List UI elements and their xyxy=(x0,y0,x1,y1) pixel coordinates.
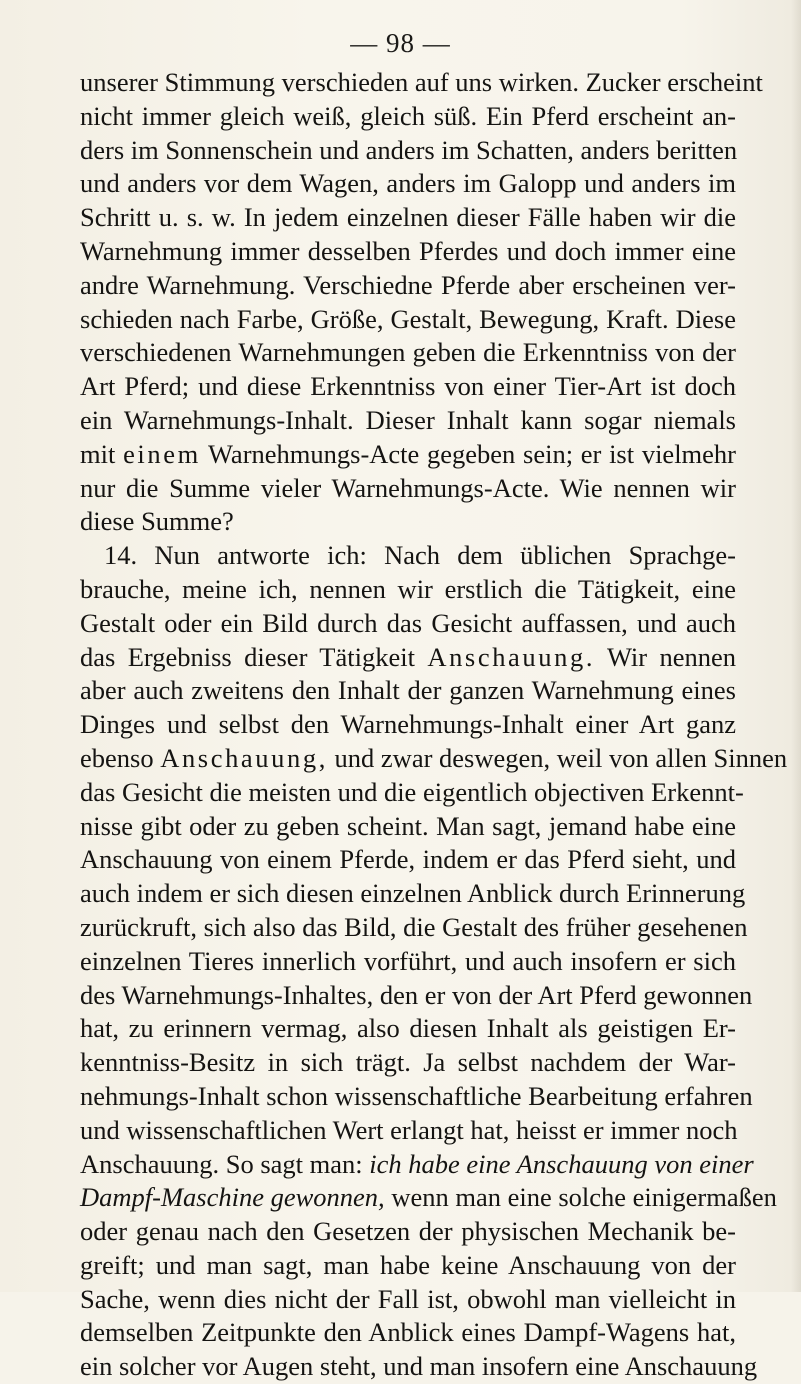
text-line: brauche, meine ich, nennen wir erstlich die Tätigkeit, eine xyxy=(80,573,736,604)
text-line: nicht immer gleich weiß, gleich süß. Ein Pferd erscheint an- xyxy=(80,100,736,131)
text-line: ders im Sonnenschein und anders im Schatten, anders beritten xyxy=(80,134,738,165)
text-line: aber auch zweitens den Inhalt der ganzen Warnehmung eines xyxy=(80,675,736,706)
text-line: nur die Summe vieler Warnehmungs-Acte. Wie nennen wir xyxy=(80,472,736,503)
page-edge-shadow xyxy=(791,0,801,1292)
text-line: hat, zu erinnern vermag, also diesen Inhalt als geistigen Er- xyxy=(80,1013,736,1044)
text-line: einzelnen Tieres innerlich vorführt, und auch insofern er sich xyxy=(80,945,736,976)
text-line: Sache, wenn dies nicht der Fall ist, obwohl man vielleicht in xyxy=(80,1283,736,1314)
text-line: ein solcher vor Augen steht, und man insofern eine Anschauung xyxy=(80,1351,758,1382)
spaced-emphasis: Anschauung, xyxy=(160,742,328,773)
text-line: und anders vor dem Wagen, anders im Galopp und anders im xyxy=(80,168,736,199)
text-run: Anschauung. So sagt man: xyxy=(80,1148,370,1179)
text-line: schieden nach Farbe, Größe, Gestalt, Bewegung, Kraft. Diese xyxy=(80,303,736,334)
italic-quote: Dampf-Maschine gewonnen, xyxy=(80,1182,385,1213)
text-run: das Ergebniss dieser Tätigkeit xyxy=(80,641,428,672)
body-text xyxy=(80,66,788,1384)
text-line: zurückruft, sich also das Bild, die Gestalt des früher gesehenen xyxy=(80,911,748,942)
text-line: demselben Zeitpunkte den Anblick eines Dampf-Wagens hat, xyxy=(80,1317,736,1348)
text-line xyxy=(80,1148,754,1182)
text-line: Anschauung von einem Pferde, indem er das Pferd sieht, und xyxy=(80,844,736,875)
text-line: nisse gibt oder zu geben scheint. Man sagt, jemand habe eine xyxy=(80,810,736,841)
text-line: unserer Stimmung verschieden auf uns wirken. Zucker erscheint xyxy=(80,67,763,97)
page-number: — 98 — xyxy=(350,28,451,58)
text-line: und wissenschaftlichen Wert erlangt hat, heisst er immer noch xyxy=(80,1114,738,1145)
text-line: andre Warnehmung. Verschiedne Pferde aber erscheinen ver- xyxy=(80,269,736,300)
section-start-line: 14. Nun antworte ich: Nach dem üblichen Sprachge- xyxy=(104,540,736,571)
text-run: und zwar deswegen, weil von allen Sinnen xyxy=(327,742,788,773)
text-line: Gestalt oder ein Bild durch das Gesicht auffassen, und auch xyxy=(80,607,736,638)
text-line: greift; und man sagt, man habe keine Anschauung von der xyxy=(80,1249,736,1280)
italic-quote: ich habe eine Anschauung von einer xyxy=(369,1148,754,1179)
text-line: Dinges und selbst den Warnehmungs-Inhalt einer Art ganz xyxy=(80,709,736,740)
text-line xyxy=(80,438,736,472)
text-run: wenn man eine solche einigermaßen xyxy=(384,1182,777,1213)
text-line: Art Pferd; und diese Erkenntniss von einer Tier-Art ist doch xyxy=(80,371,736,402)
text-run: mit xyxy=(80,438,124,469)
text-line: ein Warnehmungs-Inhalt. Dieser Inhalt kann sogar niemals xyxy=(80,404,736,435)
spaced-emphasis: Anschauung. xyxy=(427,641,596,672)
text-line: das Gesicht die meisten und die eigentlich objectiven Erkennt- xyxy=(80,776,744,807)
text-line: diese Summe? xyxy=(80,506,234,537)
text-line: Schritt u. s. w. In jedem einzelnen dieser Fälle haben wir die xyxy=(80,202,736,233)
text-line: oder genau nach den Gesetzen der physischen Mechanik be- xyxy=(80,1216,736,1247)
text-line: kenntniss-Besitz in sich trägt. Ja selbst nachdem der War- xyxy=(80,1047,736,1078)
text-line xyxy=(80,742,788,776)
text-line: nehmungs-Inhalt schon wissenschaftliche Bearbeitung erfahren xyxy=(80,1080,753,1111)
text-run: ebenso xyxy=(80,742,161,773)
text-line: des Warnehmungs-Inhaltes, den er von der Art Pferd gewonnen xyxy=(80,979,753,1010)
spaced-emphasis: einem xyxy=(123,438,201,469)
text-line xyxy=(80,1181,777,1215)
text-line: Warnehmung immer desselben Pferdes und doch immer eine xyxy=(80,235,736,266)
text-line: verschiedenen Warnehmungen geben die Erkenntniss von der xyxy=(80,337,736,368)
text-run: Warnehmungs-Acte gegeben sein; er ist vielmehr xyxy=(200,438,737,469)
text-run: Wir nennen xyxy=(595,641,736,672)
text-line xyxy=(80,641,736,675)
text-line: auch indem er sich diesen einzelnen Anblick durch Erinnerung xyxy=(80,878,746,909)
